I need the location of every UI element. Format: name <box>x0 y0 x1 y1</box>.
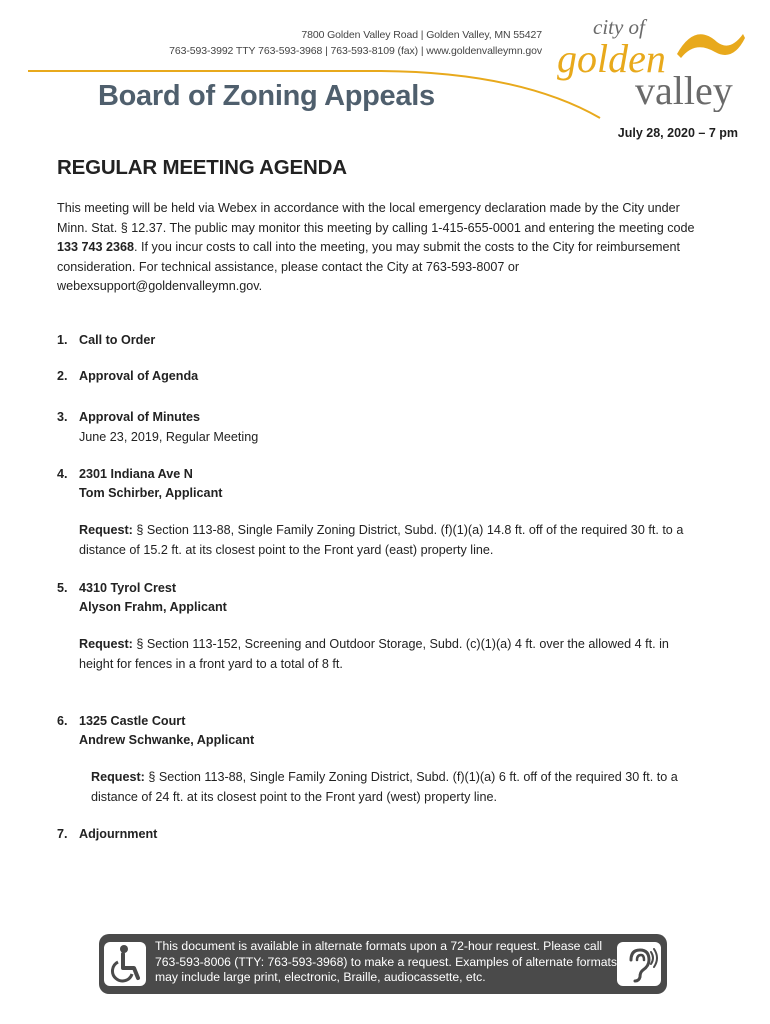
item-subtext: June 23, 2019, Regular Meeting <box>79 430 259 444</box>
intro-paragraph <box>57 199 697 297</box>
item-applicant: Andrew Schwanke, Applicant <box>79 733 255 747</box>
item-title: Approval of Agenda <box>79 369 199 383</box>
item-request <box>79 521 704 560</box>
logo-swoosh-icon <box>677 34 745 58</box>
logo-golden-text: golden <box>557 36 666 81</box>
item-applicant: Alyson Frahm, Applicant <box>79 600 227 614</box>
agenda-heading: REGULAR MEETING AGENDA <box>57 156 347 179</box>
address-line: 7800 Golden Valley Road | Golden Valley, MN 55427 <box>301 29 542 41</box>
hearing-assistance-icon <box>617 942 661 986</box>
item-number: 6. <box>57 714 68 728</box>
request-label: Request: <box>79 637 133 651</box>
item-number: 3. <box>57 410 68 424</box>
meeting-code: 133 743 2368 <box>57 240 135 255</box>
agenda-item-4 <box>57 465 193 484</box>
wheelchair-accessibility-icon <box>104 942 146 986</box>
item-title: Approval of Minutes <box>79 410 201 424</box>
logo-city-of-text: city of <box>593 15 645 39</box>
agenda-item-3 <box>57 408 200 427</box>
item-title: Adjournment <box>79 827 158 841</box>
logo-valley-text: valley <box>635 68 733 112</box>
item-title: 2301 Indiana Ave N <box>79 467 193 481</box>
item-number: 1. <box>57 333 68 347</box>
contact-line: 763-593-3992 TTY 763-593-3968 | 763-593-8109 (fax) | www.goldenvalleymn.gov <box>169 45 542 57</box>
item-request <box>91 768 681 807</box>
agenda-item-6 <box>57 712 185 731</box>
item-title: 1325 Castle Court <box>79 714 186 728</box>
request-text: § Section 113-88, Single Family Zoning District, Subd. (f)(1)(a) 6 ft. off of the required 30 ft. to a distance of 24 ft. at its closest point to the Front yard (west) property line. <box>91 770 678 804</box>
request-label: Request: <box>91 770 145 784</box>
address-block <box>169 27 542 59</box>
accessibility-text: This document is available in alternate formats upon a 72-hour request. Please call 763-593-8006 (TTY: 763-593-3968) to make a request. Examples of alternate formats may include large print, electronic, Braille, audiocassette, etc. <box>155 939 618 984</box>
item-title: Call to Order <box>79 333 156 347</box>
item-applicant: Tom Schirber, Applicant <box>79 486 223 500</box>
request-text: § Section 113-152, Screening and Outdoor Storage, Subd. (c)(1)(a) 4 ft. over the allowed 4 ft. in height for fences in a front yard to a total of 8 ft. <box>79 637 669 671</box>
request-text: § Section 113-88, Single Family Zoning District, Subd. (f)(1)(a) 14.8 ft. off of the required 30 ft. to a distance of 15.2 ft. at its closest point to the Front yard (east) property line. <box>79 523 684 557</box>
agenda-item-1 <box>57 331 155 350</box>
city-logo <box>555 12 750 112</box>
item-number: 7. <box>57 827 68 841</box>
agenda-item-7 <box>57 825 157 844</box>
intro-text: This meeting will be held via Webex in accordance with the local emergency declaration made by the City under Minn. Stat. § 12.37. The public may monitor this meeting by calling 1-415-655-0001 and entering the meeting code <box>57 201 695 235</box>
agenda-item-5 <box>57 579 176 598</box>
request-label: Request: <box>79 523 133 537</box>
intro-text-cont: . If you incur costs to call into the meeting, you may submit the costs to the City for reimbursement consideration. For technical assistance, please contact the City at 763-593-8007 or webexsupport@goldenvalleymn.gov. <box>57 240 681 294</box>
item-title: 4310 Tyrol Crest <box>79 581 177 595</box>
meeting-date: July 28, 2020 – 7 pm <box>617 126 738 140</box>
item-number: 2. <box>57 369 68 383</box>
item-number: 5. <box>57 581 68 595</box>
item-number: 4. <box>57 467 68 481</box>
board-title: Board of Zoning Appeals <box>98 80 435 112</box>
agenda-item-2 <box>57 367 198 386</box>
item-request <box>79 635 704 674</box>
accessibility-notice <box>99 934 667 994</box>
